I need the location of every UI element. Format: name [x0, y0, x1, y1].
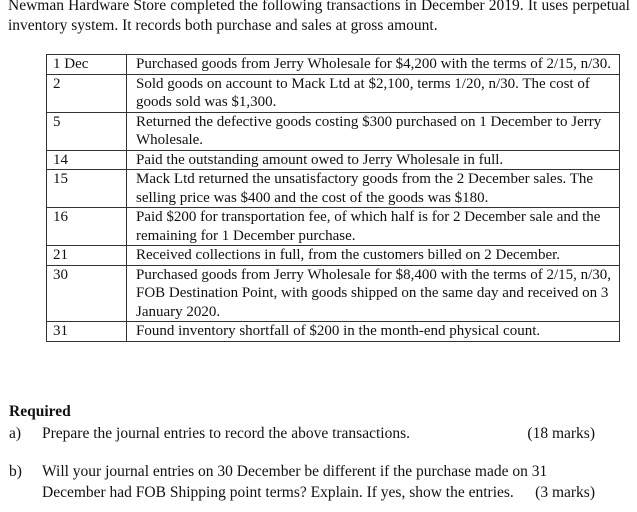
table-row: [47, 322, 620, 342]
transaction-description: Paid the outstanding amount owed to Jerry Wholesale in full.: [127, 150, 620, 170]
transaction-description: Purchased goods from Jerry Wholesale for $4,200 with the terms of 2/15, n/30.: [127, 55, 620, 75]
transaction-description: Returned the defective goods costing $300 purchased on 1 December to Jerry Wholesale.: [127, 112, 620, 150]
transaction-date: 15: [47, 170, 127, 208]
transaction-date: 30: [47, 265, 127, 322]
table-row: [47, 208, 620, 246]
question-marks: (3 marks): [535, 484, 595, 501]
question-text: Will your journal entries on 30 December be different if the purchase made on 31 December had FOB Shipping point terms? Explain. If yes, show the entries.: [42, 463, 548, 501]
required-heading: Required: [9, 403, 71, 420]
table-row: [47, 74, 620, 112]
table-row: [47, 112, 620, 150]
intro-paragraph: Newman Hardware Store completed the following transactions in December 2019. It uses perpetual inventory system. It records both purchase and sales at gross amount.: [8, 0, 630, 34]
transaction-description: Found inventory shortfall of $200 in the month-end physical count.: [127, 322, 620, 342]
table-row: [47, 55, 620, 75]
transaction-date: 2: [47, 74, 127, 112]
question-label: b): [9, 463, 22, 480]
transaction-description: Mack Ltd returned the unsatisfactory goods from the 2 December sales. The selling price was $400 and the cost of the goods was $180.: [127, 170, 620, 208]
transaction-description: Paid $200 for transportation fee, of which half is for 2 December sale and the remaining for 1 December purchase.: [127, 208, 620, 246]
question-marks: (18 marks): [527, 425, 595, 442]
transaction-date: 16: [47, 208, 127, 246]
transaction-date: 5: [47, 112, 127, 150]
table-row: [47, 265, 620, 322]
transaction-description: Purchased goods from Jerry Wholesale for $8,400 with the terms of 2/15, n/30, FOB Destination Point, with goods shipped on the same day and received on 3 January 2020.: [127, 265, 620, 322]
transaction-description: Sold goods on account to Mack Ltd at $2,100, terms 1/20, n/30. The cost of goods sold was $1,300.: [127, 74, 620, 112]
question-b: [9, 461, 607, 505]
transaction-date: 21: [47, 246, 127, 266]
question-a: [9, 423, 607, 445]
table-row: [47, 246, 620, 266]
transaction-date: 31: [47, 322, 127, 342]
table-row: [47, 170, 620, 208]
question-text: Prepare the journal entries to record the above transactions.: [42, 425, 410, 442]
transactions-table: [46, 54, 620, 342]
table-row: [47, 150, 620, 170]
transaction-description: Received collections in full, from the customers billed on 2 December.: [127, 246, 620, 266]
transaction-date: 14: [47, 150, 127, 170]
transaction-date: 1 Dec: [47, 55, 127, 75]
question-label: a): [9, 425, 22, 442]
